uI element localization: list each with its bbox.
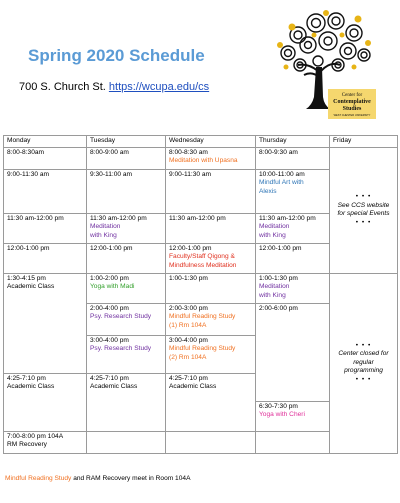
- schedule-cell: 6:30-7:30 pm Yoga with Cheri: [256, 401, 330, 431]
- event-mindful-reading-1: Mindful Reading Study: [169, 313, 236, 321]
- schedule-cell: 3:00-4:00 pm Mindful Reading Study (2) Rm 104A: [166, 335, 256, 373]
- day-header-tuesday: Tuesday: [87, 136, 166, 148]
- street-address: 700 S. Church St.: [19, 81, 106, 93]
- schedule-table: [3, 135, 398, 454]
- center-logo: [268, 5, 378, 123]
- schedule-cell: 10:00-11:00 am Mindful Art with Alexis: [256, 169, 330, 213]
- schedule-cell: 1:30-4:15 pm Academic Class: [4, 273, 87, 373]
- footnote-text: and RAM Recovery meet in Room 104A: [73, 475, 191, 482]
- event-mindful-art: Mindful Art with: [259, 179, 304, 187]
- day-header-wednesday: Wednesday: [166, 136, 256, 148]
- day-header-friday: Friday: [330, 136, 398, 148]
- schedule-cell: 4:25-7:10 pm Academic Class: [166, 373, 256, 431]
- schedule-cell: 4:25-7:10 pm Academic Class: [87, 373, 166, 431]
- event-mindful-reading-2: Mindful Reading Study: [169, 345, 236, 353]
- schedule-cell: 9:00-11:30 am: [166, 169, 256, 213]
- schedule-cell: 2:00-6:00 pm: [256, 303, 330, 401]
- schedule-cell: 1:00-2:00 pm Yoga with Madi: [87, 273, 166, 303]
- schedule-cell: 8:00-8:30am: [4, 147, 87, 169]
- logo-line-3: Studies: [342, 106, 362, 112]
- schedule-cell: 9:00-11:30 am: [4, 169, 87, 213]
- event-psy-research: Psy. Research Study: [90, 313, 152, 321]
- schedule-cell: 1:00-1:30 pm: [166, 273, 256, 303]
- schedule-cell: 12:00-1:00 pm: [256, 243, 330, 273]
- schedule-cell: 1:00-1:30 pm Meditation with King: [256, 273, 330, 303]
- schedule-cell: 11:30 am-12:00 pm Meditation with King: [256, 213, 330, 243]
- schedule-cell: 4:25-7:10 pm Academic Class: [4, 373, 87, 431]
- schedule-cell: 12:00-1:00 pm: [4, 243, 87, 273]
- logo-line-1: Center for: [341, 93, 363, 98]
- schedule-cell: 2:00-4:00 pm Psy. Research Study: [87, 303, 166, 335]
- schedule-cell: 8:00-8:30 am Meditation with Upasna: [166, 147, 256, 169]
- schedule-cell: 11:30 am-12:00 pm: [166, 213, 256, 243]
- schedule-cell: 3:00-4:00 pm Psy. Research Study: [87, 335, 166, 373]
- schedule-cell: 2:00-3:00 pm Mindful Reading Study (1) Rm 104A: [166, 303, 256, 335]
- friday-special-events-cell: • • • See CCS website for special Events • • •: [330, 147, 398, 273]
- event-psy-research: Psy. Research Study: [90, 345, 152, 353]
- event-qigong: Faculty/Staff Qigong &: [169, 253, 235, 261]
- day-header-thursday: Thursday: [256, 136, 330, 148]
- schedule-row: [4, 147, 398, 169]
- address-line: [19, 81, 209, 93]
- schedule-cell-empty: [256, 431, 330, 453]
- footnote: [5, 475, 190, 482]
- logo-line-4: WEST CHESTER UNIVERSITY: [333, 114, 371, 117]
- schedule-cell: 12:00-1:00 pm: [87, 243, 166, 273]
- event-meditation-king: Meditation: [259, 223, 290, 231]
- footnote-highlight: Mindful Reading Study: [5, 475, 72, 482]
- page-title: Spring 2020 Schedule: [28, 46, 205, 65]
- schedule-cell: 12:00-1:00 pm Faculty/Staff Qigong & Mindfulness Meditation: [166, 243, 256, 273]
- logo-line-2: Contemplative: [333, 99, 371, 105]
- event-meditation-king: Meditation: [259, 283, 290, 291]
- event-meditation-upasna: Meditation with Upasna: [169, 157, 238, 165]
- day-header-monday: Monday: [4, 136, 87, 148]
- schedule-cell: 11:30 am-12:00 pm Meditation with King: [87, 213, 166, 243]
- event-meditation-king: Meditation: [90, 223, 121, 231]
- friday-closed-cell: • • • Center closed for regular programming • • •: [330, 273, 398, 453]
- header-row: [4, 136, 398, 148]
- schedule-cell: 8:00-9:30 am: [256, 147, 330, 169]
- schedule-cell: 8:00-9:00 am: [87, 147, 166, 169]
- event-yoga-madi: Yoga with Madi: [90, 283, 135, 291]
- schedule-cell-empty: [166, 431, 256, 453]
- website-link[interactable]: https://wcupa.edu/cs: [108, 81, 210, 93]
- event-yoga-cheri: Yoga with Cheri: [259, 411, 305, 419]
- schedule-cell-empty: [87, 431, 166, 453]
- schedule-cell: 9:30-11:00 am: [87, 169, 166, 213]
- schedule-cell: 11:30 am-12:00 pm: [4, 213, 87, 243]
- schedule-row: [4, 273, 398, 303]
- schedule-cell: 7:00-8:00 pm 104A RM Recovery: [4, 431, 87, 453]
